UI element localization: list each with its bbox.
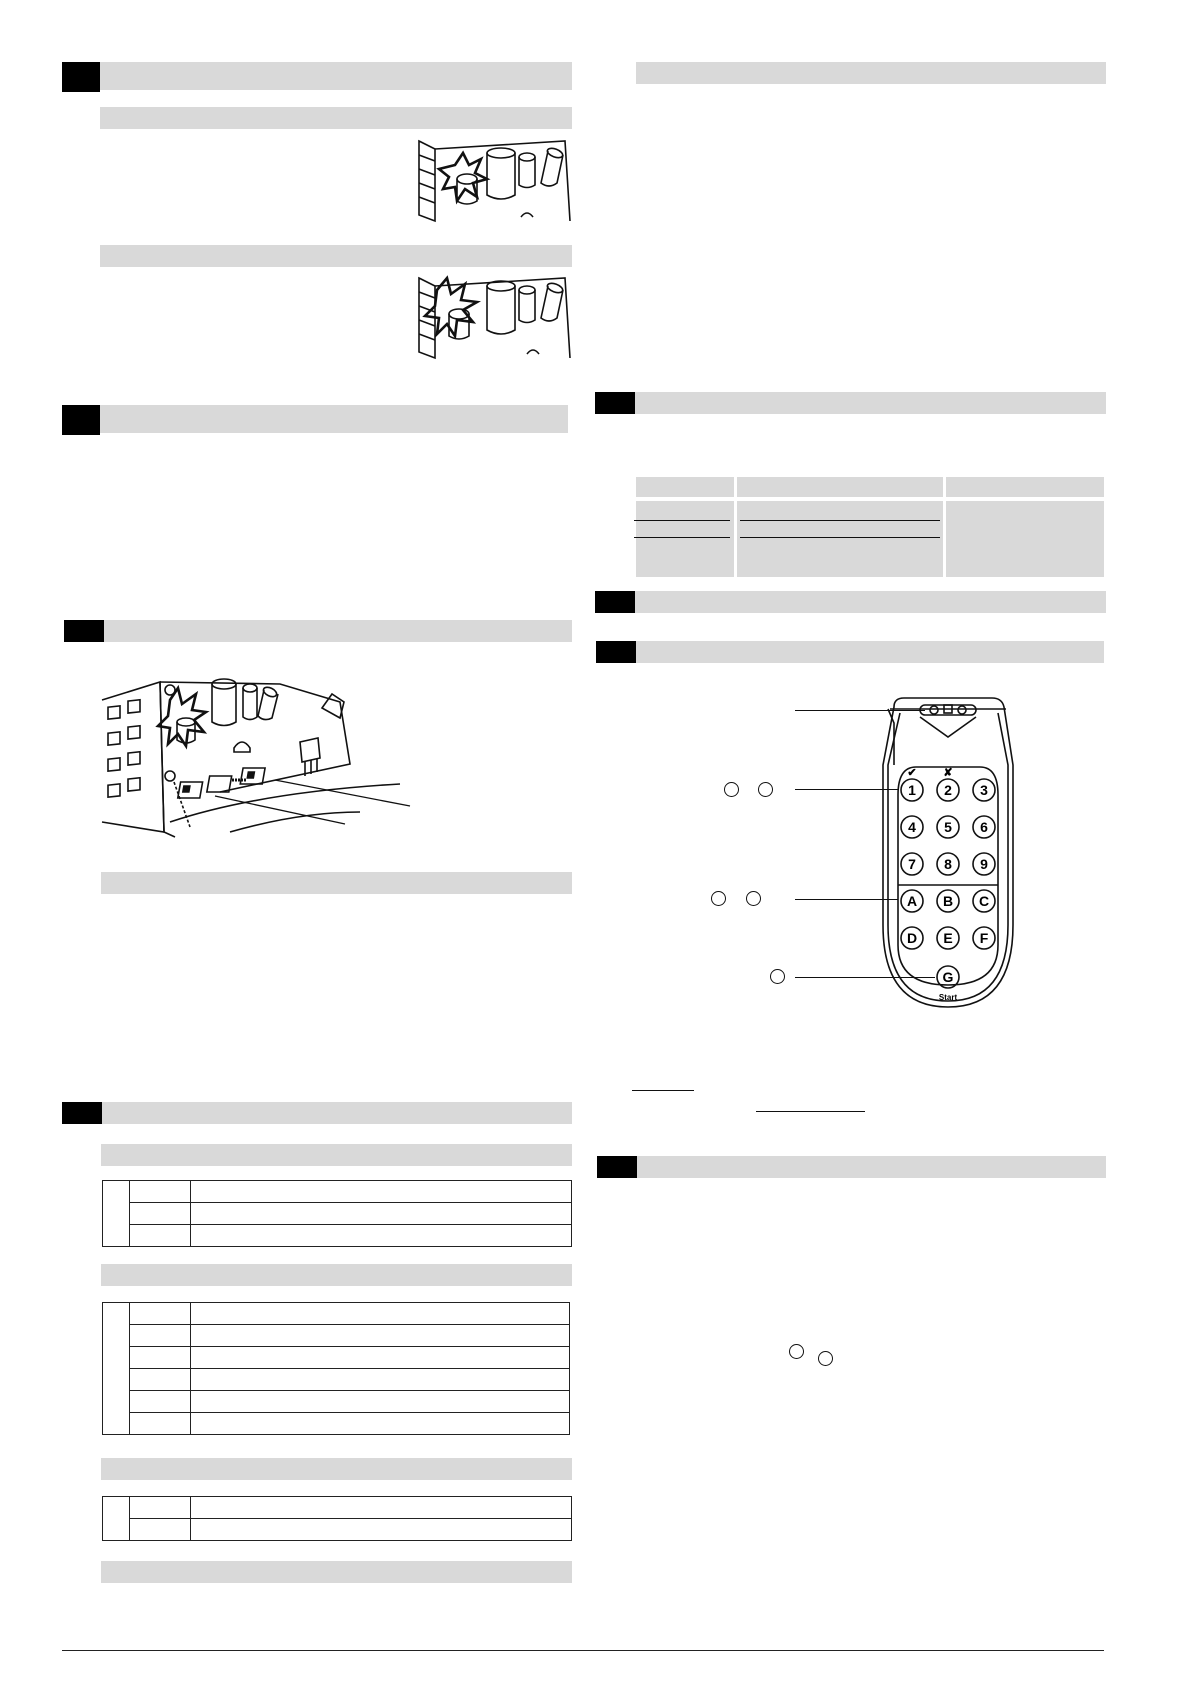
subsection-bar <box>101 1144 572 1166</box>
table-cell <box>130 1347 191 1369</box>
table-cell <box>191 1497 572 1519</box>
remote-control-icon <box>880 695 1016 1013</box>
callout-circle <box>724 782 739 797</box>
section-number-box <box>596 641 636 663</box>
table-cell <box>130 1181 191 1203</box>
section-number-box <box>62 1102 102 1124</box>
section-header-bar <box>100 405 568 433</box>
circuit-board-illustration-2 <box>415 272 575 362</box>
remote-key-9[interactable]: 9 <box>980 856 988 872</box>
remote-key-5[interactable]: 5 <box>944 819 952 835</box>
confirm-mark-icon: ✔ <box>907 767 917 779</box>
text-underline <box>632 1090 694 1091</box>
settings-table-1 <box>102 1180 572 1247</box>
remote-key-8[interactable]: 8 <box>944 856 952 872</box>
section-number-box <box>595 392 635 414</box>
remote-key-f[interactable]: F <box>979 930 989 946</box>
table-cell <box>130 1369 191 1391</box>
table-cell <box>191 1519 572 1541</box>
table-cell <box>191 1203 572 1225</box>
table-side-cell <box>103 1181 130 1247</box>
table-cell <box>636 501 734 577</box>
section-header-bar <box>636 641 1104 663</box>
remote-key-1[interactable]: 1 <box>908 782 916 798</box>
callout-line <box>795 710 925 711</box>
settings-table-3 <box>102 1496 572 1541</box>
remote-key-d[interactable]: D <box>906 930 918 946</box>
circuit-board-illustration-1 <box>415 135 575 225</box>
subsection-bar <box>636 62 1106 84</box>
remote-key-e[interactable]: E <box>943 930 953 946</box>
section-header-bar <box>100 62 572 90</box>
callout-circle <box>818 1351 833 1366</box>
subsection-bar <box>101 1264 572 1286</box>
table-cell <box>130 1497 191 1519</box>
remote-key-4[interactable]: 4 <box>908 819 916 835</box>
table-cell <box>130 1391 191 1413</box>
section-number-box <box>62 62 100 92</box>
callout-line <box>795 977 935 978</box>
table-cell <box>191 1413 570 1435</box>
section-header-bar <box>104 620 572 642</box>
table-header-cell <box>946 477 1104 497</box>
table-cell <box>130 1325 191 1347</box>
table-header-cell <box>636 477 734 497</box>
table-cell <box>130 1225 191 1247</box>
section-header-bar <box>637 1156 1106 1178</box>
table-cell <box>191 1369 570 1391</box>
callout-circle <box>789 1344 804 1359</box>
table-row-rule <box>634 520 730 521</box>
table-cell <box>191 1303 570 1325</box>
table-cell <box>191 1391 570 1413</box>
footer-rule <box>62 1650 1104 1651</box>
section-header-bar <box>635 392 1106 414</box>
table-cell <box>737 501 943 577</box>
remote-key-g[interactable]: G <box>942 969 954 985</box>
table-cell <box>130 1303 191 1325</box>
text-underline <box>756 1111 865 1112</box>
table-side-cell <box>103 1497 130 1541</box>
subsection-bar <box>101 1561 572 1583</box>
remote-key-a[interactable]: A <box>906 893 918 909</box>
table-row-rule <box>634 537 730 538</box>
table-cell <box>191 1225 572 1247</box>
section-header-bar <box>635 591 1106 613</box>
settings-table-2 <box>102 1302 570 1435</box>
table-cell <box>130 1203 191 1225</box>
table-cell <box>130 1413 191 1435</box>
callout-line <box>795 899 898 900</box>
remote-key-b[interactable]: B <box>942 893 954 909</box>
callout-line <box>795 789 898 790</box>
callout-circle <box>758 782 773 797</box>
subsection-bar <box>101 872 572 894</box>
table-row-rule <box>740 537 940 538</box>
callout-circle <box>711 891 726 906</box>
remote-key-2[interactable]: 2 <box>944 782 952 798</box>
cancel-mark-icon: ✘ <box>943 767 953 779</box>
remote-key-c[interactable]: C <box>978 893 990 909</box>
callout-circle <box>746 891 761 906</box>
subsection-bar <box>100 107 572 129</box>
callout-circle <box>770 969 785 984</box>
table-row-rule <box>740 520 940 521</box>
subsection-bar <box>101 1458 572 1480</box>
table-cell <box>191 1347 570 1369</box>
section-header-bar <box>102 1102 572 1124</box>
remote-key-3[interactable]: 3 <box>980 782 988 798</box>
start-label: Start <box>938 993 958 1002</box>
table-cell <box>946 501 1104 577</box>
section-number-box <box>64 620 104 642</box>
section-number-box <box>595 591 635 613</box>
remote-key-6[interactable]: 6 <box>980 819 988 835</box>
remote-key-7[interactable]: 7 <box>908 856 916 872</box>
section-number-box <box>597 1156 637 1178</box>
section-number-box <box>62 405 100 435</box>
table-header-cell <box>737 477 943 497</box>
subsection-bar <box>100 245 572 267</box>
table-cell <box>191 1325 570 1347</box>
circuit-board-dip-switch-illustration <box>100 672 420 842</box>
table-side-cell <box>103 1303 130 1435</box>
table-cell <box>191 1181 572 1203</box>
table-cell <box>130 1519 191 1541</box>
